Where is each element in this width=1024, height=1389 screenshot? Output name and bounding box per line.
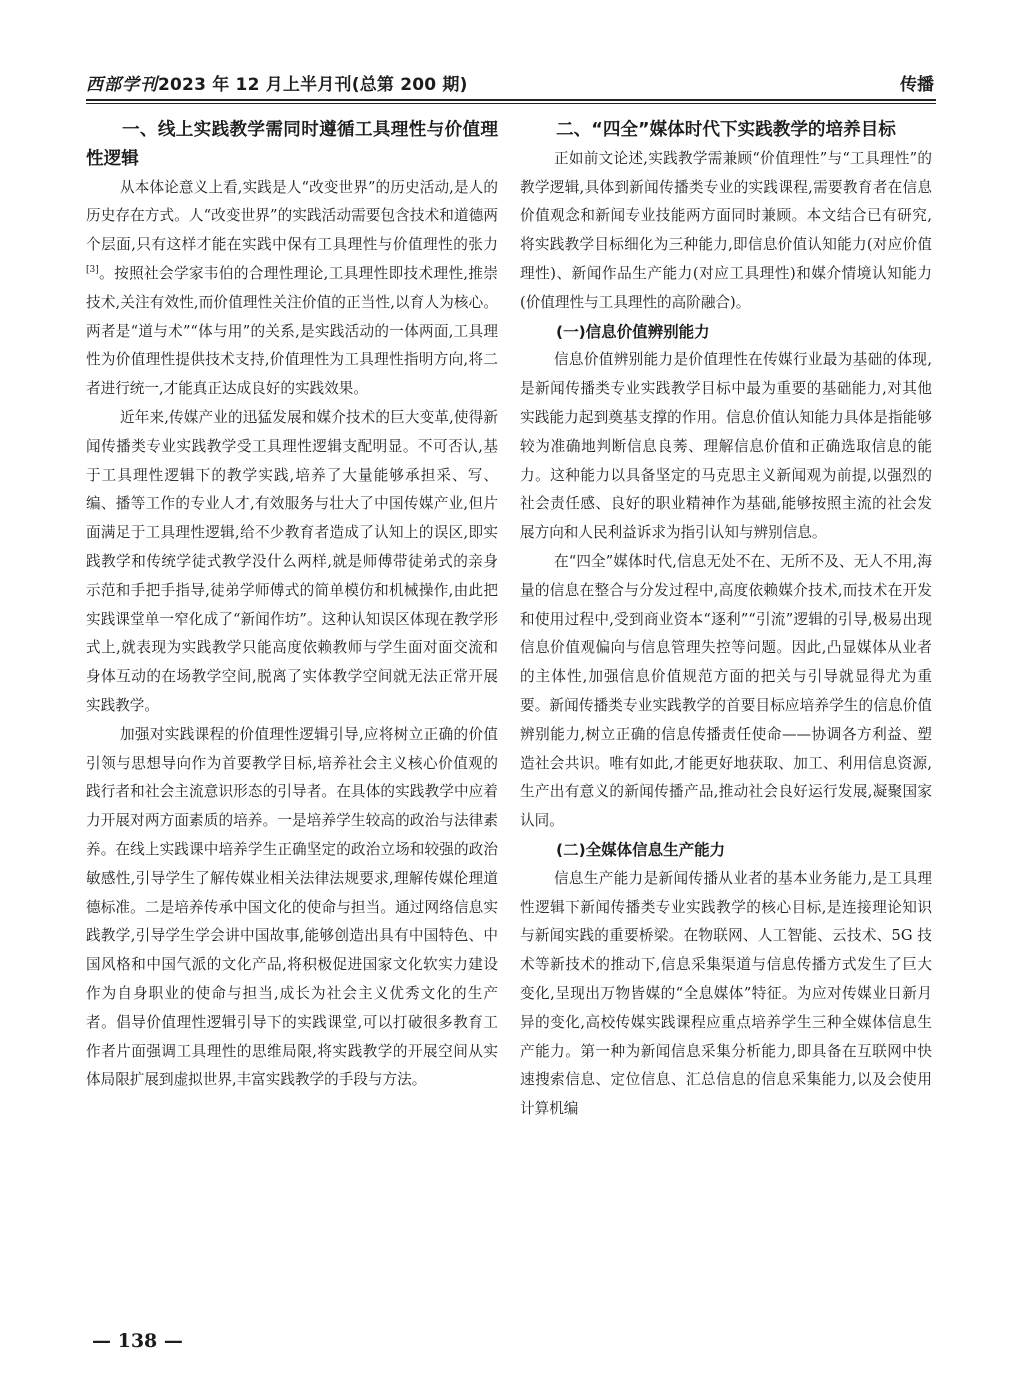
- subheading-2: (二)全媒体信息生产能力: [556, 840, 726, 859]
- section-tag: 传播: [900, 75, 934, 95]
- left-column: [86, 116, 498, 1095]
- header-rule: [86, 99, 936, 101]
- page-number: — 138 —: [92, 1330, 183, 1352]
- right-column: [520, 116, 932, 1124]
- journal-logo: 西部学刊: [86, 75, 158, 95]
- paragraph-text: 从本体论意义上看,实践是人“改变世界”的历史活动,是人的历史存在方式。人“改变世界”的实践活动需要包含技术和道德两个层面,只有这样才能在实践中保有工具理性与价值理性的张力: [86, 178, 498, 254]
- paragraph: 信息价值辨别能力是价值理性在传媒行业最为基础的体现,是新闻传播类专业实践教学目标中最为重要的基础能力,对其他实践能力起到奠基支撑的作用。信息价值认知能力具体是指能够较为准确地判断信息良莠、理解信息价值和正确选取信息的能力。这种能力以具备坚定的马克思主义新闻观为前提,以强烈的社会责任感、良好的职业精神作为基础,能够按照主流的社会发展方向和人民利益诉求为指引认知与辨别信息。: [520, 351, 932, 542]
- section-heading-2: 二、“四全”媒体时代下实践教学的培养目标: [556, 120, 896, 140]
- journal-info: [86, 70, 468, 95]
- section-heading-1: 一、线上实践教学需同时遵循工具理性与价值理性逻辑: [86, 120, 498, 169]
- paragraph: 在“四全”媒体时代,信息无处不在、无所不及、无人不用,海量的信息在整合与分发过程中,高度依赖媒介技术,而技术在开发和使用过程中,受到商业资本“逐利”“引流”逻辑的引导,极易出现信息价值观偏向与信息管理失控等问题。因此,凸显媒体从业者的主体性,加强信息价值规范方面的把关与引导就显得尤为重要。新闻传播类专业实践教学的首要目标应培养学生的信息价值辨别能力,树立正确的信息传播责任使命——协调各方利益、塑造社会共识。唯有如此,才能更好地获取、加工、利用信息资源,生产出有意义的新闻传播产品,推动社会良好运行发展,凝聚国家认同。: [520, 552, 932, 830]
- issue-text: 2023 年 12 月上半月刊(总第 200 期): [158, 75, 468, 95]
- running-header: [86, 66, 936, 102]
- paragraph: 加强对实践课程的价值理性逻辑引导,应将树立正确的价值引领与思想导向作为首要教学目标,培养社会主义核心价值观的践行者和社会主流意识形态的引导者。在具体的实践教学中应着力开展对两方面素质的培养。一是培养学生较高的政治与法律素养。在线上实践课中培养学生正确坚定的政治立场和较强的政治敏感性,引导学生了解传媒业相关法律法规要求,理解传媒伦理道德标准。二是培养传承中国文化的使命与担当。通过网络信息实践教学,引导学生学会讲中国故事,能够创造出具有中国特色、中国风格和中国气派的文化产品,将积极促进国家文化软实力建设作为自身职业的使命与担当,成长为社会主义优秀文化的生产者。倡导价值理性逻辑引导下的实践课堂,可以打破很多教育工作者片面强调工具理性的思维局限,将实践教学的开展空间从实体局限扩展到虚拟世界,丰富实践教学的手段与方法。: [86, 725, 498, 1089]
- paragraph: 正如前文论述,实践教学需兼顾“价值理性”与“工具理性”的教学逻辑,具体到新闻传播类专业的实践课程,需要教育者在信息价值观念和新闻专业技能两方面同时兼顾。本文结合已有研究,将实践教学目标细化为三种能力,即信息价值认知能力(对应价值理性)、新闻作品生产能力(对应工具理性)和媒介情境认知能力(价值理性与工具理性的高阶融合)。: [520, 149, 932, 311]
- paragraph: 信息生产能力是新闻传播从业者的基本业务能力,是工具理性逻辑下新闻传播类专业实践教学的核心目标,是连接理论知识与新闻实践的重要桥梁。在物联网、人工智能、云技术、5G 技术等新技术的推动下,信息采集渠道与信息传播方式发生了巨大变化,呈现出万物皆媒的“全息媒体”特征。为应对传媒业日新月异的变化,高校传媒实践课程应重点培养学生三种全媒体信息生产能力。第一种为新闻信息采集分析能力,即具备在互联网中快速搜索信息、定位信息、汇总信息的信息采集能力,以及会使用计算机编: [520, 869, 932, 1118]
- paragraph-text-cont: 。按照社会学家韦伯的合理性理论,工具理性即技术理性,推崇技术,关注有效性,而价值理性关注价值的正当性,以育人为核心。两者是“道与术”“体与用”的关系,是实践活动的一体两面,工具理性为价值理性提供技术支持,价值理性为工具理性指明方向,将二者进行统一,才能真正达成良好的实践效果。: [86, 264, 498, 398]
- subheading-1: (一)信息价值辨别能力: [556, 322, 710, 341]
- paragraph: 近年来,传媒产业的迅猛发展和媒介技术的巨大变革,使得新闻传播类专业实践教学受工具理性逻辑支配明显。不可否认,基于工具理性逻辑下的教学实践,培养了大量能够承担采、写、编、播等工作的专业人才,有效服务与壮大了中国传媒产业,但片面满足于工具理性逻辑,给不少教育者造成了认知上的误区,即实践教学和传统学徒式教学没什么两样,就是师傅带徒弟式的亲身示范和手把手指导,徒弟学师傅式的简单模仿和机械操作,由此把实践课堂单一窄化成了“新闻作坊”。这种认知误区体现在教学形式上,就表现为实践教学只能高度依赖教师与学生面对面交流和身体互动的在场教学空间,脱离了实体教学空间就无法正常开展实践教学。: [86, 408, 498, 714]
- paragraph: [86, 174, 498, 404]
- citation-ref: [3]: [86, 265, 99, 276]
- header-rule-thin: [86, 103, 936, 104]
